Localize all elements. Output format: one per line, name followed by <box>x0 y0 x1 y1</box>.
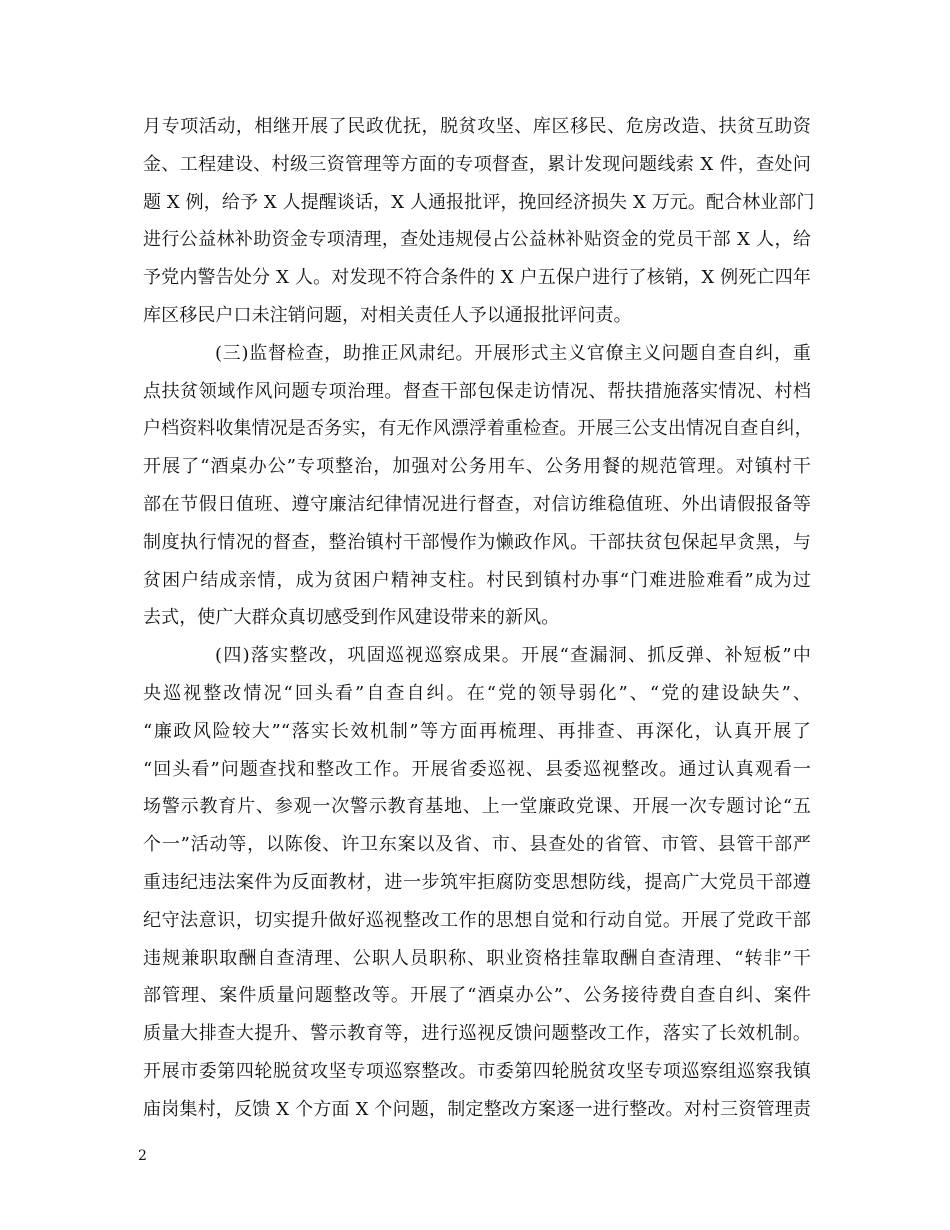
text-line: 部在节假日值班、遵守廉洁纪律情况进行督查，对信访维稳值班、外出请假报备等 <box>143 493 811 515</box>
text-line: 个一”活动等，以陈俊、许卫东案以及省、市、县查处的省管、市管、县管干部严 <box>143 834 811 856</box>
text-line: 开展市委第四轮脱贫攻坚专项巡察整改。市委第四轮脱贫攻坚专项巡察组巡察我镇 <box>143 1060 811 1082</box>
text-line: 库区移民户口未注销问题，对相关责任人予以通报批评问责。 <box>143 304 632 326</box>
text-line: 庙岗集村，反馈 X 个方面 X 个问题，制定整改方案逐一进行整改。对村三资管理责 <box>143 1098 811 1120</box>
text-line: 重违纪违法案件为反面教材，进一步筑牢拒腐防变思想防线，提高广大党员干部遵 <box>143 871 811 893</box>
text-line: 去式，使广大群众真切感受到作风建设带来的新风。 <box>143 607 560 629</box>
page-number: 2 <box>138 1148 147 1164</box>
text-line: 题 X 例，给予 X 人提醒谈话，X 人通报批评，挽回经济损失 X 万元。配合林业部门 <box>143 191 815 213</box>
text-line: “回头看”问题查找和整改工作。开展省委巡视、县委巡视整改。通过认真观看一 <box>143 758 811 780</box>
text-line: 纪守法意识，切实提升做好巡视整改工作的思想自觉和行动自觉。开展了党政干部 <box>143 909 811 931</box>
text-line: 央巡视整改情况“回头看”自查自纠。在“党的领导弱化”、“党的建设缺失”、 <box>143 682 811 704</box>
text-line: 月专项活动，相继开展了民政优抚，脱贫攻坚、库区移民、危房改造、扶贫互助资 <box>143 116 811 137</box>
text-line: “廉政风险较大”“落实长效机制”等方面再梳理、再排查、再深化，认真开展了 <box>143 720 811 742</box>
text-line: 制度执行情况的督查，整治镇村干部慢作为懒政作风。干部扶贫包保起早贪黑，与 <box>143 531 811 553</box>
text-line: 场警示教育片、参观一次警示教育基地、上一堂廉政党课、开展一次专题讨论“五 <box>143 796 811 818</box>
section-heading-line: (四)落实整改，巩固巡视巡察成果。开展“查漏洞、抓反弹、补短板”中 <box>215 645 811 667</box>
section-heading-line: (三)监督检查，助推正风肃纪。开展形式主义官僚主义问题自查自纠，重 <box>215 342 811 364</box>
text-line: 点扶贫领域作风问题专项治理。督查干部包保走访情况、帮扶措施落实情况、村档 <box>143 380 811 402</box>
text-line: 违规兼职取酬自查清理、公职人员职称、职业资格挂靠取酬自查清理、“转非”干 <box>143 947 811 969</box>
text-line: 质量大排查大提升、警示教育等，进行巡视反馈问题整改工作，落实了长效机制。 <box>143 1023 811 1045</box>
text-line: 贫困户结成亲情，成为贫困户精神支柱。村民到镇村办事“门难进脸难看”成为过 <box>143 569 811 591</box>
document-body <box>143 108 815 1129</box>
text-line: 开展了“酒桌办公”专项整治，加强对公务用车、公务用餐的规范管理。对镇村干 <box>143 456 811 478</box>
text-line: 户档资料收集情况是否务实，有无作风漂浮着重检查。开展三公支出情况自查自纠， <box>143 418 813 440</box>
text-line: 金、工程建设、村级三资管理等方面的专项督查，累计发现问题线索 X 件，查处问 <box>143 153 811 175</box>
text-line: 予党内警告处分 X 人。对发现不符合条件的 X 户五保户进行了核销，X 例死亡四年 <box>143 267 811 289</box>
text-line: 部管理、案件质量问题整改等。开展了“酒桌办公”、公务接待费自查自纠、案件 <box>143 985 811 1007</box>
text-line: 进行公益林补助资金专项清理，查处违规侵占公益林补贴资金的党员干部 X 人，给 <box>143 229 811 251</box>
